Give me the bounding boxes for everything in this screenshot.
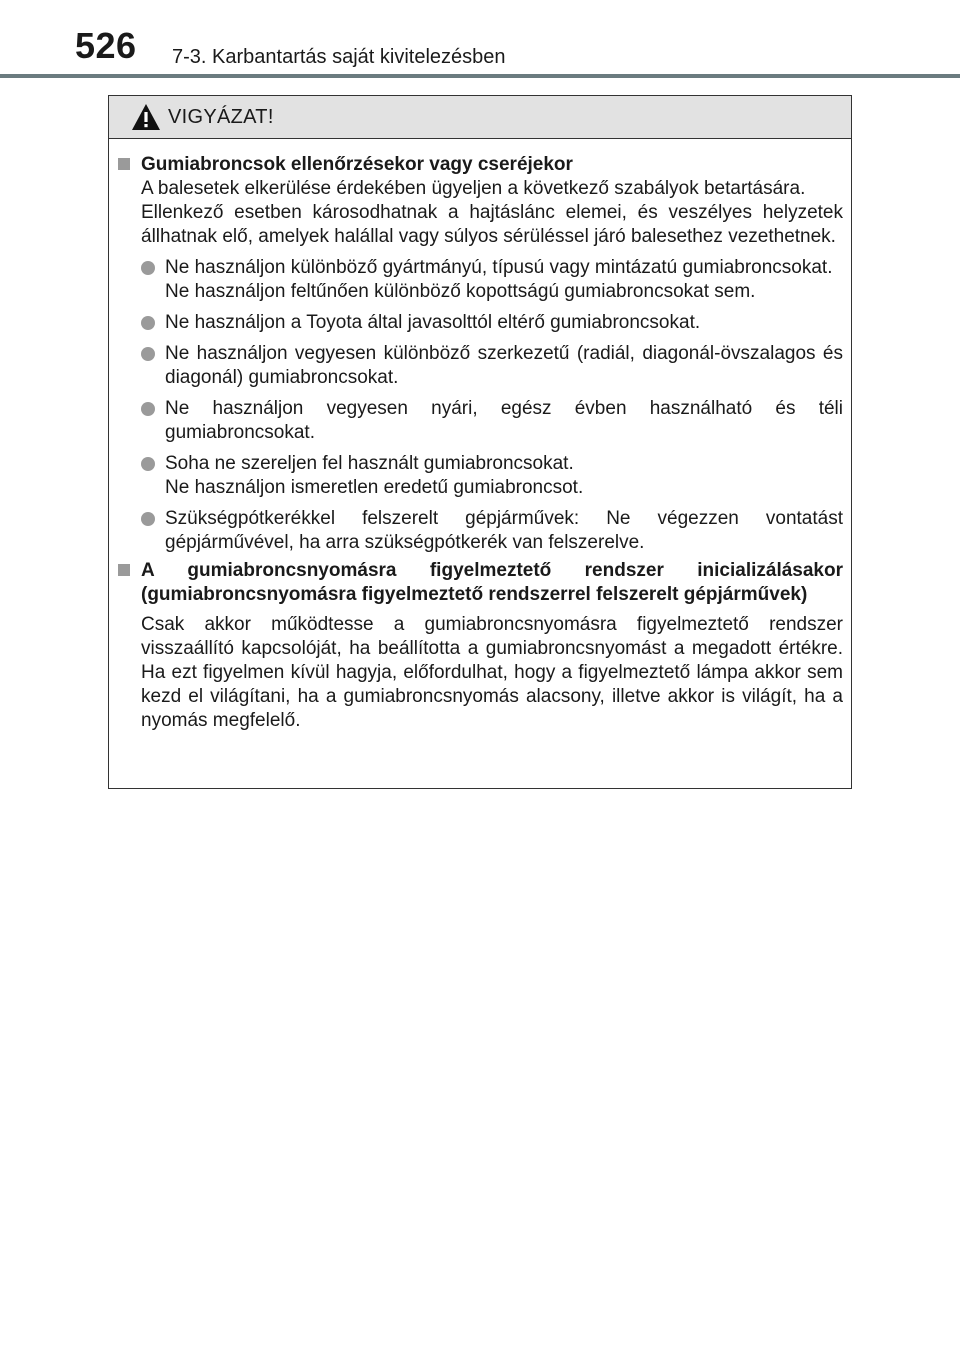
section-heading: Gumiabroncsok ellenőrzésekor vagy cseréjekor <box>141 154 573 175</box>
round-bullet-icon <box>141 261 155 275</box>
warning-content <box>109 139 851 733</box>
warning-section-tpws-init <box>117 559 843 733</box>
bullet-text: Ne használjon vegyesen különböző szerkezetű (radiál, diagonál-övszalagos és diagonál) gumiabroncsokat. <box>165 343 843 388</box>
bullet-text: Ne használjon ismeretlen eredetű gumiabroncsot. <box>165 477 584 498</box>
section-title: 7-3. Karbantartás saját kivitelezésben <box>172 46 506 68</box>
paragraph: A balesetek elkerülése érdekében ügyeljen a következő szabályok betartására. <box>141 178 806 199</box>
warning-triangle-icon <box>131 103 161 131</box>
section-heading: A gumiabroncsnyomásra figyelmeztető rendszer inicializálásakor (gumiabroncsnyomásra figyelmeztető rendszerrel felszerelt gépjárművek) <box>141 560 843 605</box>
paragraph: Csak akkor működtesse a gumiabroncsnyomásra figyelmeztető rendszer visszaállító kapcsolóját, ha beállította a gumiabroncsnyomást a megadott értékre. Ha ezt figyelmen kívül hagyja, előfordulhat, hogy a figyelmeztető lámpa akkor sem kezd el világítani, ha a gumiabroncsnyomás alacsony, illetve akkor is világít, ha a nyomás megfelelő. <box>141 614 843 731</box>
bullet-text: Ne használjon feltűnően különböző kopottságú gumiabroncsokat sem. <box>165 281 756 302</box>
round-bullet-icon <box>141 316 155 330</box>
warning-title: VIGYÁZAT! <box>168 106 274 128</box>
list-item <box>141 507 843 555</box>
bullet-text: Soha ne szereljen fel használt gumiabroncsokat. <box>165 453 574 474</box>
list-item <box>141 342 843 390</box>
list-item <box>141 256 843 304</box>
round-bullet-icon <box>141 457 155 471</box>
list-item <box>141 397 843 445</box>
page-header <box>0 0 960 80</box>
warning-header <box>109 96 851 139</box>
warning-section-tire-check <box>117 153 843 555</box>
bullet-list <box>141 256 843 555</box>
page-number: 526 <box>75 25 137 66</box>
paragraph: Ellenkező esetben károsodhatnak a hajtáslánc elemei, és veszélyes helyzetek állhatnak elő, amelyek halállal vagy súlyos sérüléssel járó balesethez vezethetnek. <box>141 202 843 247</box>
bullet-text: Szükségpótkerékkel felszerelt gépjárművek: Ne végezzen vontatást gépjárművével, ha arra szükségpótkerék van felszerelve. <box>165 508 843 553</box>
list-item <box>141 311 843 335</box>
bullet-text: Ne használjon a Toyota által javasolttól eltérő gumiabroncsokat. <box>165 312 701 333</box>
list-item <box>141 452 843 500</box>
bullet-text: Ne használjon vegyesen nyári, egész évben használható és téli gumiabroncsokat. <box>165 398 843 443</box>
square-bullet-icon <box>118 564 130 576</box>
round-bullet-icon <box>141 402 155 416</box>
bullet-text: Ne használjon különböző gyártmányú, típusú vagy mintázatú gumiabroncsokat. <box>165 257 833 278</box>
warning-box <box>108 95 852 789</box>
round-bullet-icon <box>141 512 155 526</box>
round-bullet-icon <box>141 347 155 361</box>
header-rule <box>0 74 960 78</box>
square-bullet-icon <box>118 158 130 170</box>
